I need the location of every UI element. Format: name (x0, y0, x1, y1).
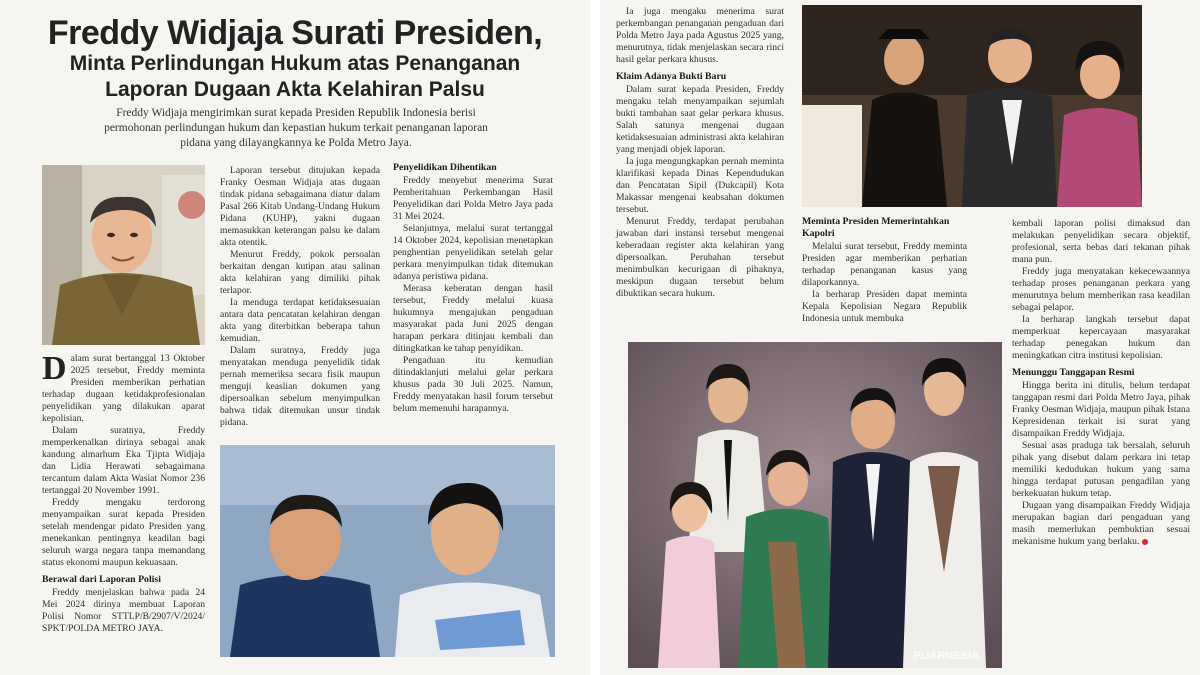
section-heading-penyelidikan: Penyelidikan Dihentikan (393, 162, 497, 173)
article-paragraph: Ia berharap Presiden dapat meminta Kepala Kepolisian Negara Republik Indonesia untuk membuka (802, 289, 967, 324)
photo-two-men (220, 445, 555, 657)
section-heading-meminta (802, 216, 967, 240)
article-paragraph: Ia berharap langkah tersebut dapat memperkuat kepercayaan masyarakat terhadap penegakan hukum dan meningkatkan citra institusi kepolisian. (1012, 314, 1190, 361)
article-paragraph (42, 350, 205, 425)
photo-family-portrait (628, 342, 1002, 668)
section-heading-berawal: Berawal dari Laporan Polisi (42, 574, 161, 585)
article-paragraph: Freddy menjelaskan bahwa pada 24 Mei 2024 dirinya membuat Laporan Polisi Nomor STTLP/B/2907/V/2024/ SPKT/POLDA METRO JAYA. (42, 587, 205, 634)
article-paragraph: Freddy mengaku terdorong menyampaikan surat kepada Presiden setelah mendengar pidato Presiden yang menekankan pentingnya keadilan bagi seluruh warga negara tanpa memandang status ekonomi maupun kekuasaan. (42, 497, 205, 568)
article-paragraph: Merasa keberatan dengan hasil tersebut, Freddy melalui kuasa hukumnya mengajukan pengaduan masyarakat pada Juni 2025 dengan harapan perkara ditinjau kembali dan ditingkatkan ke tahap penyidikan. (393, 283, 553, 354)
portrait-photo-freddy (42, 165, 205, 345)
left-page (0, 0, 590, 675)
left-column-1 (42, 350, 205, 635)
article-paragraph: kembali laporan polisi dimaksud dan melakukan penyelidikan secara objektif, profesional, serta bebas dari tekanan pihak mana pun. (1012, 218, 1190, 265)
article-paragraph (1012, 500, 1190, 548)
article-paragraph: Freddy menyebut menerima Surat Pemberitahuan Perkembangan Hasil Penyelidikan dari Polda Metro Jaya pada 31 Mei 2024. (393, 175, 553, 222)
article-paragraph: Hingga berita ini ditulis, belum terdapat tanggapan resmi dari Polda Metro Jaya, pihak Franky Oesman Widjaja, maupun pihak Istana Kepresidenan terkait isi surat yang disampaikan Freddy Widjaja. (1012, 380, 1190, 439)
end-mark-icon (1142, 539, 1148, 545)
article-paragraph: Sesuai asas praduga tak bersalah, seluruh pihak yang disebut dalam perkara ini tetap memiliki kedudukan hukum yang sama hingga terdapat putusan pengadilan yang berkekuatan hukum tetap. (1012, 440, 1190, 499)
article-paragraph: Ia juga mengaku menerima surat perkembangan penanganan pengaduan dari Polda Metro Jaya pada Agustus 2025 yang, menurutnya, tidak menjelaskan secara rinci hasil gelar perkara khusus. (616, 6, 784, 65)
article-paragraph: Dalam suratnya, Freddy memperkenalkan dirinya sebagai anak kandung almarhum Eka Tjipta Widjaja dan Lidia Herawati sebagaimana tercantum dalam Akta Wasiat Nomor 236 tertanggal 20 November 1991. (42, 425, 205, 496)
right-column-b (802, 216, 967, 325)
paragraph-text: Dugaan yang disampaikan Freddy Widjaja merupakan bagian dari pengaduan yang masih memerlukan pembuktian sesuai mekanisme hukum yang berlaku. (1012, 500, 1190, 547)
photo-two-men-art (220, 445, 555, 657)
right-page (600, 0, 1200, 675)
lead-paragraph: Freddy Widjaja mengirimkan surat kepada Presiden Republik Indonesia berisi permohonan perlindungan hukum dan kepastian hukum terkait penanganan laporan pidana yang dilayangkannya ke Polda Metro Jaya. (104, 107, 488, 149)
subheadline-line-2: Laporan Dugaan Akta Kelahiran Palsu (105, 78, 485, 101)
article-paragraph: Freddy juga menyatakan kekecewaannya terhadap proses penanganan perkara yang menurutnya belum memberikan rasa keadilan sebagai pelapor. (1012, 266, 1190, 313)
article-paragraph: Melalui surat tersebut, Freddy meminta Presiden agar memberikan perhatian terhadap penanganan kasus yang dilaporkannya. (802, 241, 967, 288)
article-paragraph: Pengaduan itu kemudian ditindaklanjuti melalui gelar perkara khusus pada 30 Juli 2025. Namun, Freddy menyatakan hasil forum tersebut belum memenuhi harapannya. (393, 355, 553, 414)
article-paragraph: Dalam surat kepada Presiden, Freddy mengaku telah menyampaikan sejumlah bukti tambahan saat gelar perkara khusus. Salah satunya mengenai dugaan ketidaksesuaian administrasi akta kelahiran yang menjadi objek laporan. (616, 84, 784, 155)
article-paragraph: Menurut Freddy, pokok persoalan berkaitan dengan kutipan atau salinan akta kelahiran yang dimiliki pihak terlapor. (220, 249, 380, 296)
article-paragraph: Laporan tersebut ditujukan kepada Franky Oesman Widjaja atas dugaan tindak pidana sebagaimana diatur dalam Pasal 266 Kitab Undang-Undang Hukum Pidana (KUHP), yakni dugaan memasukkan keterangan palsu ke dalam akta otentik. (220, 165, 380, 248)
headline: Freddy Widjaja Surati Presiden, (47, 14, 543, 52)
left-column-2 (220, 165, 380, 429)
article-paragraph: Menurut Freddy, terdapat perubahan jawaban dari instansi tersebut mengenai keberadaan register akta kelahiran yang dipersoalkan. Perubahan tersebut menimbulkan kecurigaan di pihaknya, meskipun dugaan tersebut belum dibuktikan secara hukum. (616, 216, 784, 299)
subheadline-line-1: Minta Perlindungan Hukum atas Penanganan (69, 52, 521, 75)
heading-line: Meminta Presiden Memerintahkan (802, 216, 950, 227)
photo-watermark: PIJARNESIA (913, 650, 980, 662)
section-heading-klaim: Klaim Adanya Bukti Baru (616, 71, 727, 82)
left-column-3 (393, 162, 553, 415)
article-paragraph: Ia menduga terdapat ketidaksesuaian antara data pencatatan kelahiran dengan akta yang diterbitkan beberapa tahun kemudian. (220, 297, 380, 344)
paragraph-text: alam surat bertanggal 13 Oktober 2025 tersebut, Freddy meminta Presiden memberikan perhatian terhadap dugaan ketidakprofesionalan penyelidikan yang dilakukan aparat kepolisian. (42, 353, 205, 424)
portrait-photo-art (42, 165, 205, 345)
photo-graduation-art (802, 5, 1142, 207)
article-paragraph: Ia juga mengungkapkan pernah meminta klarifikasi kepada Dinas Kependudukan dan Pencatatan Sipil (Dukcapil) Kota Makassar mengenai keabsahan dokumen tersebut. (616, 156, 784, 215)
drop-cap: D (42, 350, 67, 387)
section-heading-menunggu: Menunggu Tanggapan Resmi (1012, 367, 1135, 378)
heading-line: Kapolri (802, 228, 835, 239)
photo-family-portrait-art (628, 342, 1002, 668)
right-column-c (1012, 218, 1190, 548)
article-paragraph: Dalam suratnya, Freddy juga menyatakan menduga penyelidik tidak pernah memeriksa secara fisik maupun menguji keaslian dokumen yang dipersoalkan sebelum menyimpulkan bahwa tidak ditemukan unsur tindak pidana. (220, 345, 380, 428)
right-column-a (616, 6, 784, 300)
article-paragraph: Selanjutnya, melalui surat tertanggal 14 Oktober 2024, kepolisian menetapkan penghentian penyelidikan setelah gelar perkara menyimpulkan tidak ditemukan adanya peristiwa pidana. (393, 223, 553, 282)
photo-graduation (802, 5, 1142, 207)
